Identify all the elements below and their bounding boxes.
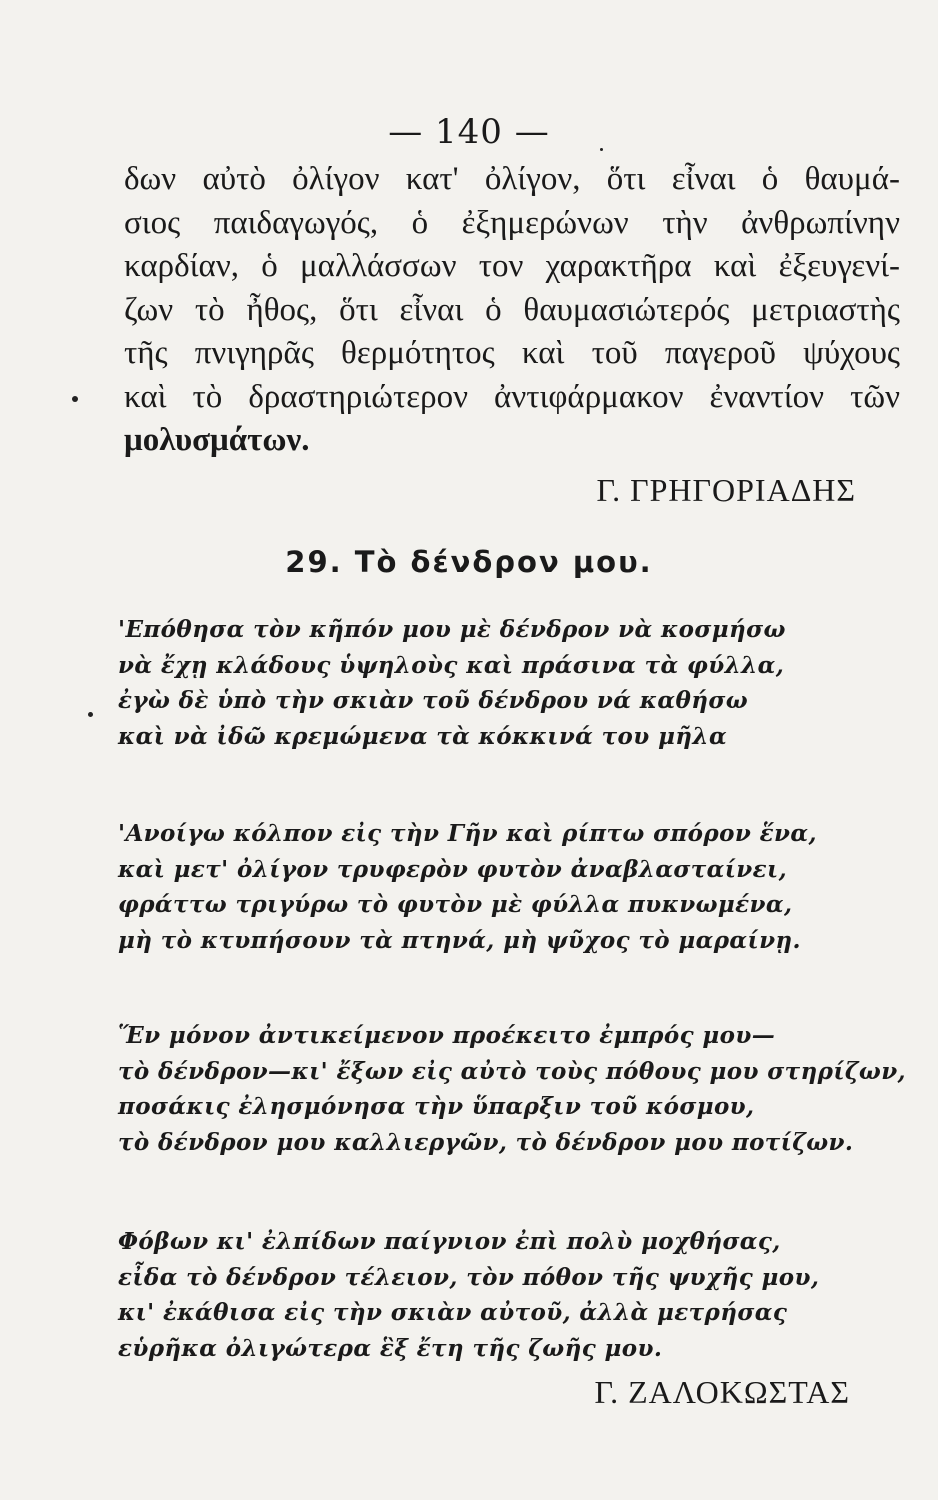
poem-line: φράττω τριγύρω τὸ φυτὸν μὲ φύλλα πυκνωμένα, [118,891,793,918]
poem-line: εὑρῆκα ὀλιγώτερα ἓξ ἔτη τῆς ζωῆς μου. [118,1334,663,1362]
page-number: — 140 — [388,112,550,152]
prose-line: καρδίαν, ὁ μαλλάσσων τον χαρακτῆρα καὶ ἐξευγενί- [124,248,900,284]
poem-line: τὸ δένδρον—κι' ἔξων εἰς αὐτὸ τοὺς πόθους μου στηρίζων, [118,1057,906,1085]
prose-line: μολυσμάτων. [124,422,310,458]
poem-stanza [118,816,898,958]
poem-author: Γ. ΖΑΛΟΚΩΣΤΑΣ [594,1374,850,1410]
poem-line: Φόβων κι' ἐλπίδων παίγνιον ἐπὶ πολὺ μοχθήσας, [118,1228,781,1255]
prose-line: καὶ τὸ δραστηριώτερον ἀντιφάρμακον ἐναντίον τῶν [124,378,900,415]
ink-speck [88,712,93,717]
prose-paragraph [124,158,900,463]
poem-line: 'Επόθησα τὸν κῆπόν μου μὲ δένδρον νὰ κοσμήσω [118,616,786,643]
poem-stanza [118,1018,906,1160]
poem-line: εἶδα τὸ δένδρον τέλειον, τὸν πόθον τῆς ψυχῆς μου, [118,1263,820,1291]
poem-line: Ἕν μόνον ἀντικείμενον προέκειτο ἐμπρός μου— [118,1022,776,1049]
ink-speck [72,396,78,402]
poem-line: καὶ νὰ ἰδῶ κρεμώμενα τὰ κόκκινά του μῆλα [118,722,728,750]
poem-title: 29. Τὸ δένδρον μου. [285,545,653,579]
poem-line: ποσάκις ἐλησμόνησα τὴν ὕπαρξιν τοῦ κόσμου, [118,1093,755,1120]
poem-line: μὴ τὸ κτυπήσουν τὰ πτηνά, μὴ ψῦχος τὸ μαραίνῃ. [118,926,801,954]
prose-line: τῆς πνιγηρᾶς θερμότητος καὶ τοῦ παγεροῦ ψύχους [124,335,900,371]
poem-line: τὸ δένδρον μου καλλιεργῶν, τὸ δένδρον μου ποτίζων. [118,1128,854,1156]
prose-author: Γ. ΓΡΗΓΟΡΙΑΔΗΣ [596,472,856,508]
poem-line: ἐγὼ δὲ ὑπὸ τὴν σκιὰν τοῦ δένδρου νά καθήσω [118,687,749,714]
poem-line: 'Ανοίγω κόλπον εἰς τὴν Γῆν καὶ ρίπτω σπόρον ἕνα, [118,820,817,847]
prose-line: ζων τὸ ἦθος, ὅτι εἶναι ὁ θαυμασιώτερός μετριαστὴς [124,291,900,328]
poem-line: νὰ ἔχῃ κλάδους ὑψηλοὺς καὶ πράσινα τὰ φύλλα, [118,651,785,679]
poem-stanza [118,1224,898,1366]
poem-line: καὶ μετ' ὀλίγον τρυφερὸν φυτὸν ἀναβλασταίνει, [118,855,787,883]
prose-line: σιος παιδαγωγός, ὁ ἐξημερώνων τὴν ἀνθρωπίνην [124,204,900,241]
poem-stanza [118,612,898,754]
prose-line: δων αὐτὸ ὀλίγον κατ' ὀλίγον, ὅτι εἶναι ὁ θαυμά- [124,161,900,197]
poem-line: κι' ἐκάθισα εἰς τὴν σκιὰν αὐτοῦ, ἀλλὰ μετρήσας [118,1299,788,1326]
ink-speck [600,148,603,151]
